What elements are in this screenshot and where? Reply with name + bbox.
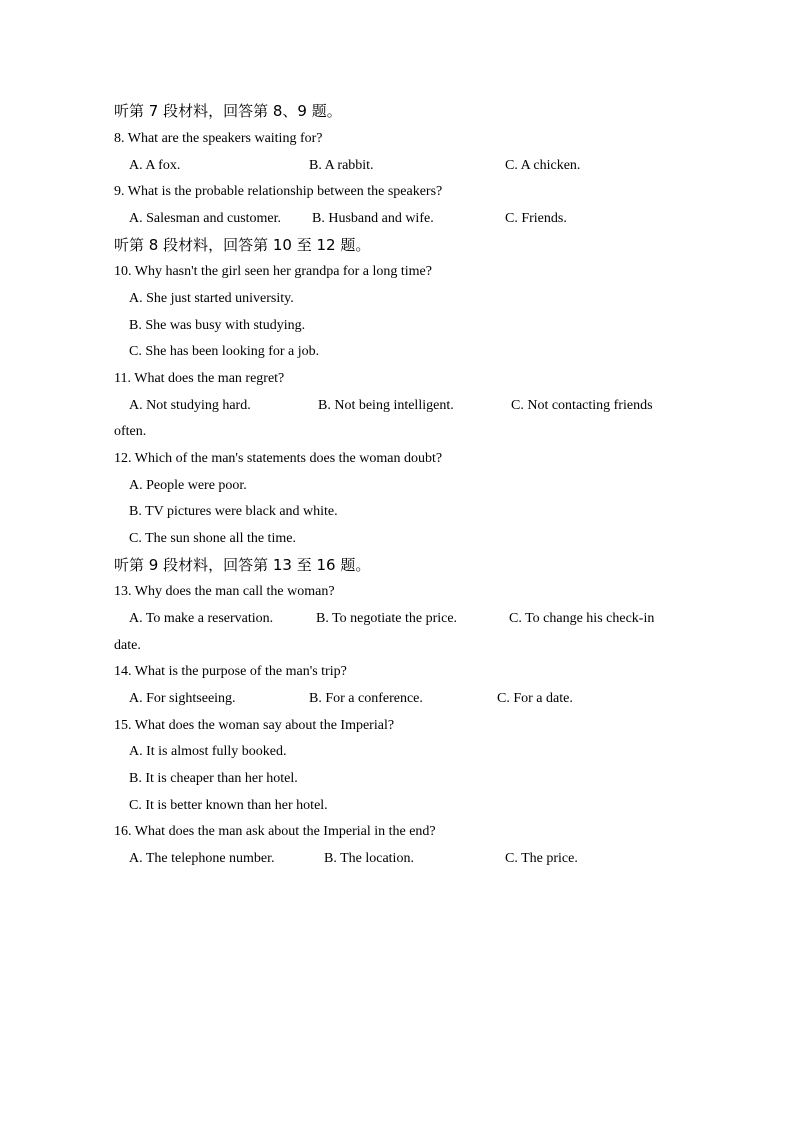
question-10: 10. Why hasn't the girl seen her grandpa for a long time? xyxy=(114,264,432,279)
q13-option-c: C. To change his check-in xyxy=(509,611,655,626)
q8-option-b: B. A rabbit. xyxy=(309,158,374,173)
q12-option-b: B. TV pictures were black and white. xyxy=(129,504,338,519)
q14-option-c: C. For a date. xyxy=(497,691,573,706)
q11-option-c: C. Not contacting friends xyxy=(511,398,653,413)
question-9: 9. What is the probable relationship between the speakers? xyxy=(114,184,443,199)
q16-option-c: C. The price. xyxy=(505,851,578,866)
q13-option-a: A. To make a reservation. xyxy=(129,611,274,626)
q11-option-a: A. Not studying hard. xyxy=(129,398,251,413)
q10-option-c: C. She has been looking for a job. xyxy=(129,344,320,359)
q13-continuation: date. xyxy=(114,638,141,653)
q16-option-b: B. The location. xyxy=(324,851,414,866)
q10-option-a: A. She just started university. xyxy=(129,291,294,306)
q15-option-b: B. It is cheaper than her hotel. xyxy=(129,771,298,786)
q12-option-a: A. People were poor. xyxy=(129,478,247,493)
question-11: 11. What does the man regret? xyxy=(114,371,285,386)
q13-option-b: B. To negotiate the price. xyxy=(316,611,458,626)
q12-option-c: C. The sun shone all the time. xyxy=(129,531,296,546)
q14-option-a: A. For sightseeing. xyxy=(129,691,236,706)
question-15: 15. What does the woman say about the Imperial? xyxy=(114,718,395,733)
question-16: 16. What does the man ask about the Imperial in the end? xyxy=(114,824,436,839)
q10-option-b: B. She was busy with studying. xyxy=(129,318,306,333)
section-header-9: 听第 9 段材料，回答第 13 至 16 题。 xyxy=(114,556,371,574)
q15-option-a: A. It is almost fully booked. xyxy=(129,744,287,759)
q11-continuation: often. xyxy=(114,424,147,439)
q15-option-c: C. It is better known than her hotel. xyxy=(129,798,328,813)
section-header-7: 听第 7 段材料，回答第 8、9 题。 xyxy=(114,102,342,120)
question-8: 8. What are the speakers waiting for? xyxy=(114,131,323,146)
question-13: 13. Why does the man call the woman? xyxy=(114,584,335,599)
q11-option-b: B. Not being intelligent. xyxy=(318,398,454,413)
q9-option-b: B. Husband and wife. xyxy=(312,211,434,226)
q16-option-a: A. The telephone number. xyxy=(129,851,275,866)
q9-option-a: A. Salesman and customer. xyxy=(129,211,282,226)
section-header-8: 听第 8 段材料，回答第 10 至 12 题。 xyxy=(114,236,371,254)
question-12: 12. Which of the man's statements does the woman doubt? xyxy=(114,451,443,466)
q14-option-b: B. For a conference. xyxy=(309,691,423,706)
q8-option-a: A. A fox. xyxy=(129,158,181,173)
q9-option-c: C. Friends. xyxy=(505,211,567,226)
q8-option-c: C. A chicken. xyxy=(505,158,581,173)
question-14: 14. What is the purpose of the man's trip? xyxy=(114,664,347,679)
